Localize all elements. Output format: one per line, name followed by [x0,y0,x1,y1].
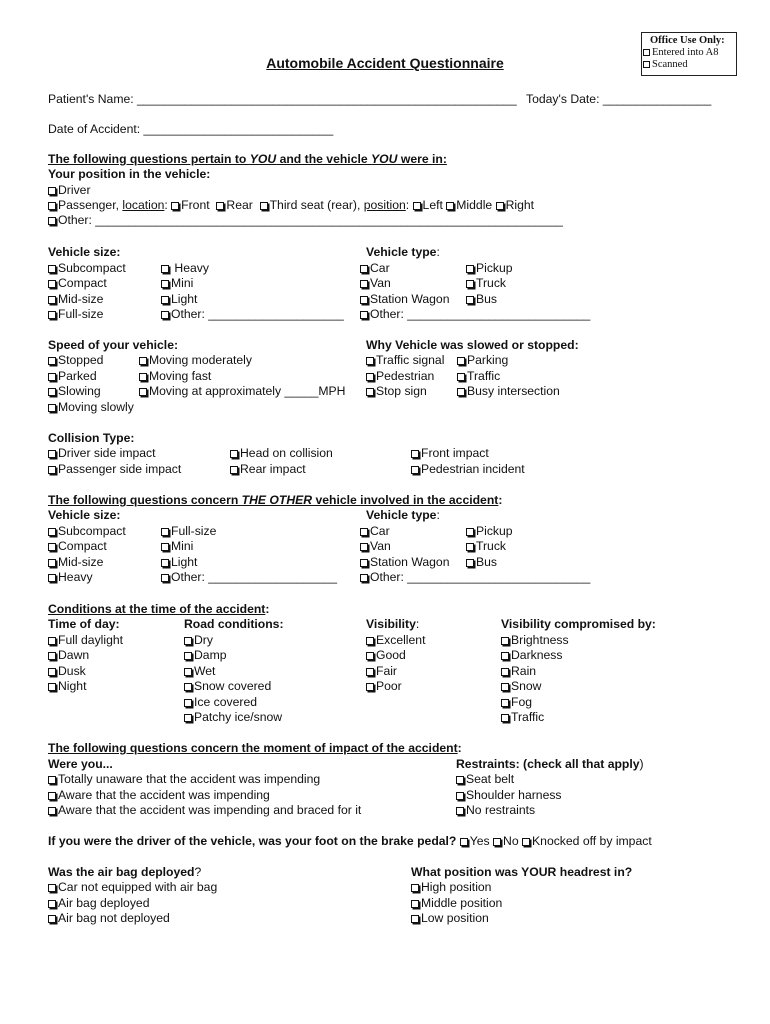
checkbox-icon[interactable] [48,357,56,365]
option-vis-traffic[interactable]: Traffic [501,710,544,725]
checkbox-icon[interactable] [360,559,368,567]
option-mini[interactable]: Mini [161,276,193,291]
other-option-fullsize[interactable]: Full-size [161,524,216,539]
other-option-truck[interactable]: Truck [466,539,506,554]
option-driver-side[interactable]: Driver side impact [48,446,156,461]
option-airbag-not-deployed[interactable]: Air bag not deployed [48,911,170,926]
checkbox-icon[interactable] [457,357,465,365]
option-bus[interactable]: Bus [466,292,497,307]
speed-label: Speed of your vehicle: [48,338,179,352]
option-type-other[interactable]: Other: ___________________________ [360,307,590,322]
other-option-pickup[interactable]: Pickup [466,524,513,539]
other-option-midsize[interactable]: Mid-size [48,555,103,570]
form-title: Automobile Accident Questionnaire [266,55,504,71]
checkbox-icon[interactable] [161,311,169,319]
checkbox-icon[interactable] [161,528,169,536]
option-dusk[interactable]: Dusk [48,664,86,679]
checkbox-icon[interactable] [360,280,368,288]
checkbox-icon[interactable] [48,280,56,288]
checkbox-icon[interactable] [48,792,56,800]
option-front-impact[interactable]: Front impact [411,446,489,461]
checkbox-icon[interactable] [48,668,56,676]
option-compact[interactable]: Compact [48,276,107,291]
option-excellent[interactable]: Excellent [366,633,425,648]
checkbox-icon[interactable] [466,559,474,567]
option-head-on[interactable]: Head on collision [230,446,333,461]
option-dawn[interactable]: Dawn [48,648,89,663]
brake-pedal-row: If you were the driver of the vehicle, was your foot on the brake pedal? Yes No Knocked off by impact [48,834,652,848]
option-moving-slowly[interactable]: Moving slowly [48,400,134,415]
option-size-other[interactable]: Other: ____________________ [161,307,344,322]
checkbox-icon[interactable] [48,187,56,195]
checkbox-icon[interactable] [501,699,509,707]
checkbox-icon[interactable] [48,311,56,319]
option-traffic-signal[interactable]: Traffic signal [366,353,444,368]
checkbox-icon[interactable] [230,466,238,474]
checkbox-icon[interactable] [184,699,192,707]
option-good[interactable]: Good [366,648,406,663]
other-option-compact[interactable]: Compact [48,539,107,554]
checkbox-icon[interactable] [161,543,169,551]
option-aware[interactable]: Aware that the accident was impending [48,788,270,803]
date-of-accident-field[interactable]: Date of Accident: ____________________________ [48,122,334,136]
checkbox-icon[interactable] [139,357,147,365]
option-snow-covered[interactable]: Snow covered [184,679,271,694]
checkbox-icon[interactable] [161,280,169,288]
option-airbag-deployed[interactable]: Air bag deployed [48,896,149,911]
other-option-wagon[interactable]: Station Wagon [360,555,450,570]
checkbox-icon[interactable] [48,807,56,815]
checkbox-icon[interactable] [496,202,504,210]
option-high-position[interactable]: High position [411,880,491,895]
checkbox-icon[interactable] [161,296,169,304]
checkbox-icon[interactable] [48,884,56,892]
option-aware-braced[interactable]: Aware that the accident was impending and braced for it [48,803,361,818]
checkbox-icon[interactable] [460,838,468,846]
checkbox-icon[interactable] [366,357,374,365]
checkbox-icon[interactable] [411,884,419,892]
option-full-daylight[interactable]: Full daylight [48,633,123,648]
checkbox-icon[interactable] [466,296,474,304]
checkbox-icon[interactable] [48,404,56,412]
checkbox-icon[interactable] [446,202,454,210]
checkbox-icon[interactable] [456,807,464,815]
checkbox-icon[interactable] [501,637,509,645]
checkbox-icon[interactable] [501,683,509,691]
option-dry[interactable]: Dry [184,633,213,648]
option-busy-intersection[interactable]: Busy intersection [457,384,560,399]
option-pedestrian[interactable]: Pedestrian [366,369,434,384]
checkbox-icon[interactable] [360,543,368,551]
checkbox-icon[interactable] [48,296,56,304]
checkbox-icon[interactable] [48,683,56,691]
option-light[interactable]: Light [161,292,197,307]
visibility-compromised-label: Visibility compromised by: [501,617,656,631]
office-entered-row[interactable]: Entered into A8 [650,47,736,59]
option-midsize[interactable]: Mid-size [48,292,103,307]
option-fair[interactable]: Fair [366,664,397,679]
you-section-heading: The following questions pertain to YOU and the vehicle YOU were in: [48,152,447,166]
checkbox-icon[interactable] [466,265,474,273]
checkbox-icon[interactable] [501,714,509,722]
option-position-other[interactable]: Other: _____________________________________________________________________ [48,213,563,228]
other-type-label: Vehicle type: [366,508,440,522]
option-parked[interactable]: Parked [48,369,97,384]
option-damp[interactable]: Damp [184,648,227,663]
checkbox-icon[interactable] [366,683,374,691]
checkbox-icon[interactable] [360,265,368,273]
checkbox-icon[interactable] [48,574,56,582]
option-brightness[interactable]: Brightness [501,633,569,648]
option-slowing[interactable]: Slowing [48,384,101,399]
checkbox-icon[interactable] [48,652,56,660]
option-poor[interactable]: Poor [366,679,402,694]
option-rear-impact[interactable]: Rear impact [230,462,306,477]
checkbox-icon[interactable] [260,202,268,210]
option-night[interactable]: Night [48,679,86,694]
option-heavy[interactable]: Heavy [161,261,209,276]
vehicle-size-label: Vehicle size: [48,245,121,259]
checkbox-icon[interactable] [456,776,464,784]
checkbox-icon[interactable] [161,574,169,582]
checkbox-icon[interactable] [466,280,474,288]
time-of-day-label: Time of day: [48,617,120,631]
conditions-heading: Conditions at the time of the accident: [48,602,270,616]
option-pedestrian-incident[interactable]: Pedestrian incident [411,462,525,477]
option-car[interactable]: Car [360,261,390,276]
other-option-mini[interactable]: Mini [161,539,193,554]
checkbox-icon[interactable] [411,450,419,458]
road-conditions-label: Road conditions: [184,617,284,631]
option-rain[interactable]: Rain [501,664,536,679]
checkbox-icon[interactable] [466,528,474,536]
checkbox-icon[interactable] [411,466,419,474]
checkbox-icon[interactable] [48,388,56,396]
checkbox-icon[interactable] [48,528,56,536]
other-option-van[interactable]: Van [360,539,391,554]
checkbox-icon[interactable] [466,543,474,551]
checkbox-icon[interactable] [366,668,374,676]
checkbox-icon[interactable] [456,792,464,800]
option-patchy-ice[interactable]: Patchy ice/snow [184,710,282,725]
were-you-label: Were you... [48,757,113,771]
option-no-restraints[interactable]: No restraints [456,803,535,818]
position-question: Your position in the vehicle: [48,167,211,181]
other-option-bus[interactable]: Bus [466,555,497,570]
other-option-light[interactable]: Light [161,555,197,570]
checkbox-icon[interactable] [184,714,192,722]
checkbox-icon[interactable] [48,637,56,645]
checkbox-icon[interactable] [171,202,179,210]
checkbox-icon[interactable] [184,652,192,660]
checkbox-icon[interactable] [48,915,56,923]
checkbox-icon[interactable] [360,311,368,319]
checkbox-icon[interactable] [216,202,224,210]
why-slowed-label: Why Vehicle was slowed or stopped: [366,338,579,352]
option-passenger-row: Passenger, location: Front Rear Third seat (rear), position: Left Middle Right [48,198,534,213]
option-van[interactable]: Van [360,276,391,291]
option-moving-fast[interactable]: Moving fast [139,369,211,384]
checkbox-icon[interactable] [139,388,147,396]
checkbox-icon[interactable] [501,668,509,676]
option-darkness[interactable]: Darkness [501,648,562,663]
option-stopped[interactable]: Stopped [48,353,103,368]
visibility-label: Visibility: [366,617,420,631]
checkbox-icon[interactable] [366,652,374,660]
option-totally-unaware[interactable]: Totally unaware that the accident was impending [48,772,320,787]
option-subcompact[interactable]: Subcompact [48,261,126,276]
headrest-question: What position was YOUR headrest in? [411,865,633,879]
checkbox-icon[interactable] [48,559,56,567]
impact-heading: The following questions concern the moment of impact of the accident: [48,741,462,755]
todays-date-field[interactable]: Today's Date: ________________ [526,92,712,106]
option-driver[interactable]: Driver [48,183,91,198]
checkbox-icon[interactable] [493,838,501,846]
option-moving-moderately[interactable]: Moving moderately [139,353,252,368]
patient-name-field[interactable]: Patient's Name: ________________________________________________________ [48,92,517,106]
other-vehicle-heading: The following questions concern THE OTHER vehicle involved in the accident: [48,493,503,507]
option-snow[interactable]: Snow [501,679,542,694]
option-traffic[interactable]: Traffic [457,369,500,384]
vehicle-type-label: Vehicle type: [366,245,440,259]
checkbox-icon[interactable] [501,652,509,660]
other-size-label: Vehicle size: [48,508,121,522]
option-ice-covered[interactable]: Ice covered [184,695,257,710]
checkbox-icon[interactable] [411,915,419,923]
checkbox-icon[interactable] [184,683,192,691]
option-not-equipped[interactable]: Car not equipped with air bag [48,880,217,895]
checkbox-icon[interactable] [48,373,56,381]
checkbox-icon[interactable] [411,900,419,908]
checkbox-icon[interactable] [413,202,421,210]
checkbox-icon[interactable] [161,265,169,273]
checkbox-icon[interactable] [366,388,374,396]
checkbox-icon[interactable] [48,466,56,474]
checkbox-icon[interactable] [184,668,192,676]
office-use-title: Office Use Only: [650,35,725,46]
checkbox-icon[interactable] [48,217,56,225]
option-fullsize[interactable]: Full-size [48,307,103,322]
checkbox-icon[interactable] [457,373,465,381]
other-option-car[interactable]: Car [360,524,390,539]
checkbox-icon[interactable] [360,574,368,582]
checkbox-icon[interactable] [139,373,147,381]
checkbox-icon[interactable] [184,637,192,645]
option-seat-belt[interactable]: Seat belt [456,772,514,787]
other-option-type-other[interactable]: Other: ___________________________ [360,570,590,585]
other-option-heavy[interactable]: Heavy [48,570,93,585]
option-parking[interactable]: Parking [457,353,508,368]
option-pickup[interactable]: Pickup [466,261,513,276]
option-stop-sign[interactable]: Stop sign [366,384,427,399]
checkbox-icon[interactable] [366,373,374,381]
option-low-position[interactable]: Low position [411,911,489,926]
checkbox-icon[interactable] [48,265,56,273]
checkbox-icon[interactable] [48,202,56,210]
collision-type-label: Collision Type: [48,431,135,445]
option-fog[interactable]: Fog [501,695,532,710]
option-truck[interactable]: Truck [466,276,506,291]
other-option-subcompact[interactable]: Subcompact [48,524,126,539]
option-station-wagon[interactable]: Station Wagon [360,292,450,307]
checkbox-icon[interactable] [457,388,465,396]
checkbox-icon[interactable] [366,637,374,645]
option-moving-approx[interactable]: Moving at approximately _____MPH [139,384,345,399]
checkbox-icon[interactable] [48,900,56,908]
other-option-size-other[interactable]: Other: ___________________ [161,570,337,585]
checkbox-icon[interactable] [161,559,169,567]
option-middle-position[interactable]: Middle position [411,896,502,911]
checkbox-icon[interactable] [48,776,56,784]
office-scanned-row[interactable]: Scanned [650,59,736,71]
restraints-label: Restraints: (check all that apply) [456,757,644,771]
option-wet[interactable]: Wet [184,664,215,679]
airbag-question: Was the air bag deployed? [48,865,202,879]
checkbox-icon[interactable] [360,296,368,304]
checkbox-icon[interactable] [522,838,530,846]
option-shoulder-harness[interactable]: Shoulder harness [456,788,562,803]
checkbox-icon[interactable] [230,450,238,458]
checkbox-icon[interactable] [360,528,368,536]
option-passenger-side[interactable]: Passenger side impact [48,462,181,477]
checkbox-icon[interactable] [48,543,56,551]
checkbox-icon[interactable] [48,450,56,458]
